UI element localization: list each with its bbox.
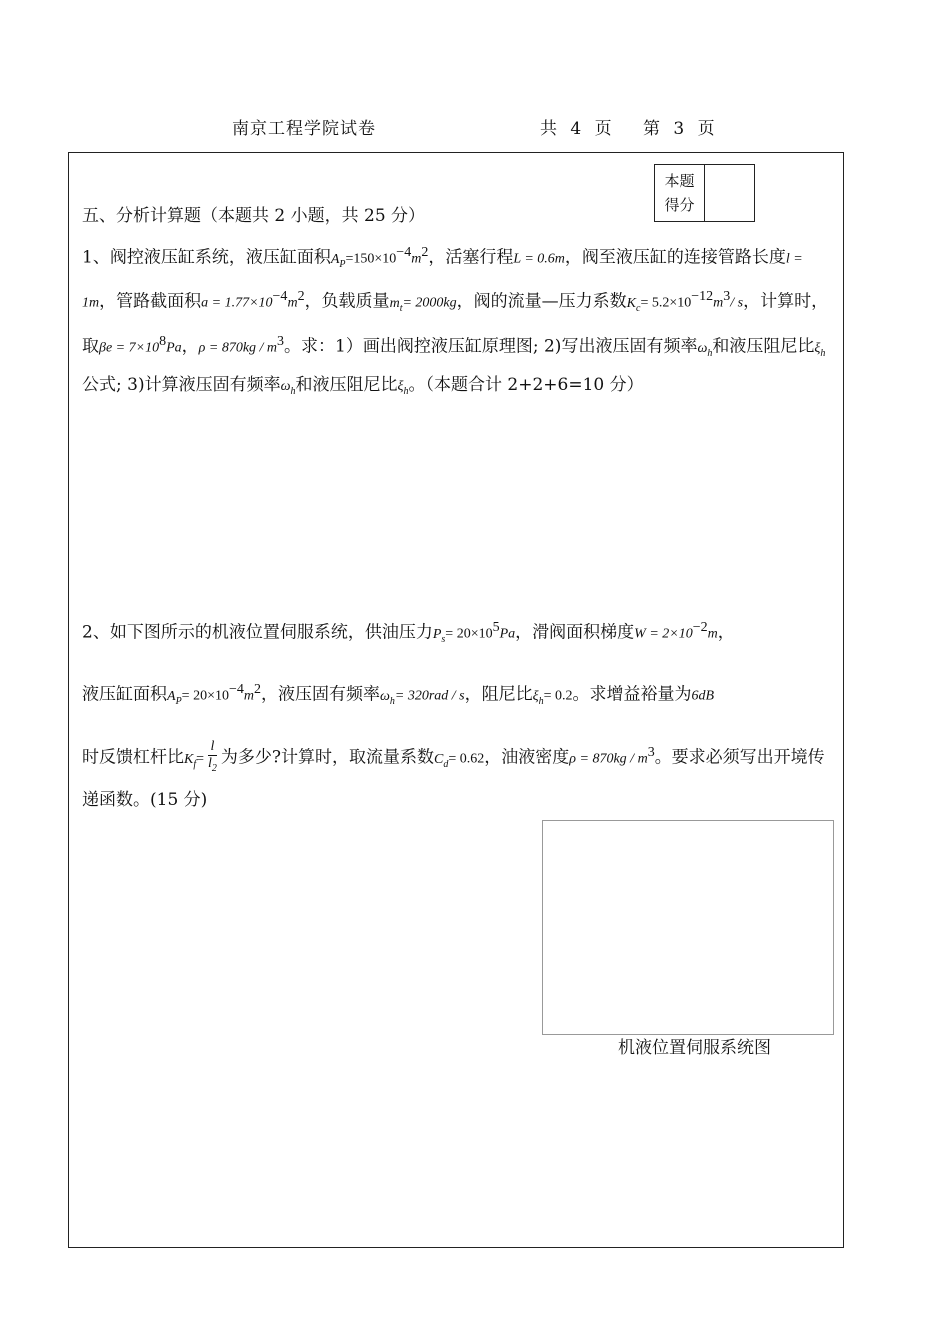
question-1: 1、阀控液压缸系统，液压缸面积$A_P=150\times 10^{-4}m^2$，活塞行程L = 0.6m，阀至液压缸的连接管路长度l = 1m，管路截面积$a = 1.77\times 10^{-4}m^2$，负载质量$m_t= 2000kg$，阀的流量—压力系数$K_c= 5.2\times 10^{-12}m^3/$ s，计算时，取$\beta e = 7\times 10^8Pa$，$\rho = 870kg / m^3$。求：1）画出阀控液压缸原理图; 2)写出液压固有频率$\omega_h$和液压阻尼比$\xi_h$公式; 3)计算液压固有频率$\omega_h$和液压阻尼比$\xi_h$。（本题合计 2+2+6=10 分） xyxy=(82,245,829,398)
figure-placeholder xyxy=(542,820,834,1035)
exam-school-title: 南京工程学院试卷 xyxy=(232,119,376,139)
lever-ratio-fraction: $\frac{l}{l_2}$ xyxy=(208,739,217,774)
score-label-line2: 得分 xyxy=(664,196,695,214)
figure-caption: 机液位置伺服系统图 xyxy=(618,1038,771,1058)
section-title: 五、分析计算题（本题共 2 小题，共 25 分） xyxy=(82,206,426,226)
question-2: 2、如下图所示的机液位置伺服系统，供油压力$P_s= 20\times 10^5Pa$，滑阀面积梯度$W = 2\times 10^{-2}m$， 液压缸面积$A_P= 20\times 10^{-4}m^2$，液压固有频率$\omega_h= 320rad / s$，阻尼比$\xi_h= 0.2$。求增益裕量为6dB 时反馈杠杆比$K_f=$ $\frac{l}{l_2}$ 为多少?计算时，取流量系数$C_d= 0.62$，油液密度$\rho = 870kg / m^3$。要求必须写出开境传递函数。(15 分) xyxy=(82,620,825,811)
score-label-line1: 本题 xyxy=(664,172,695,190)
page-counter: 共 4 页 第 3 页 xyxy=(540,119,716,139)
